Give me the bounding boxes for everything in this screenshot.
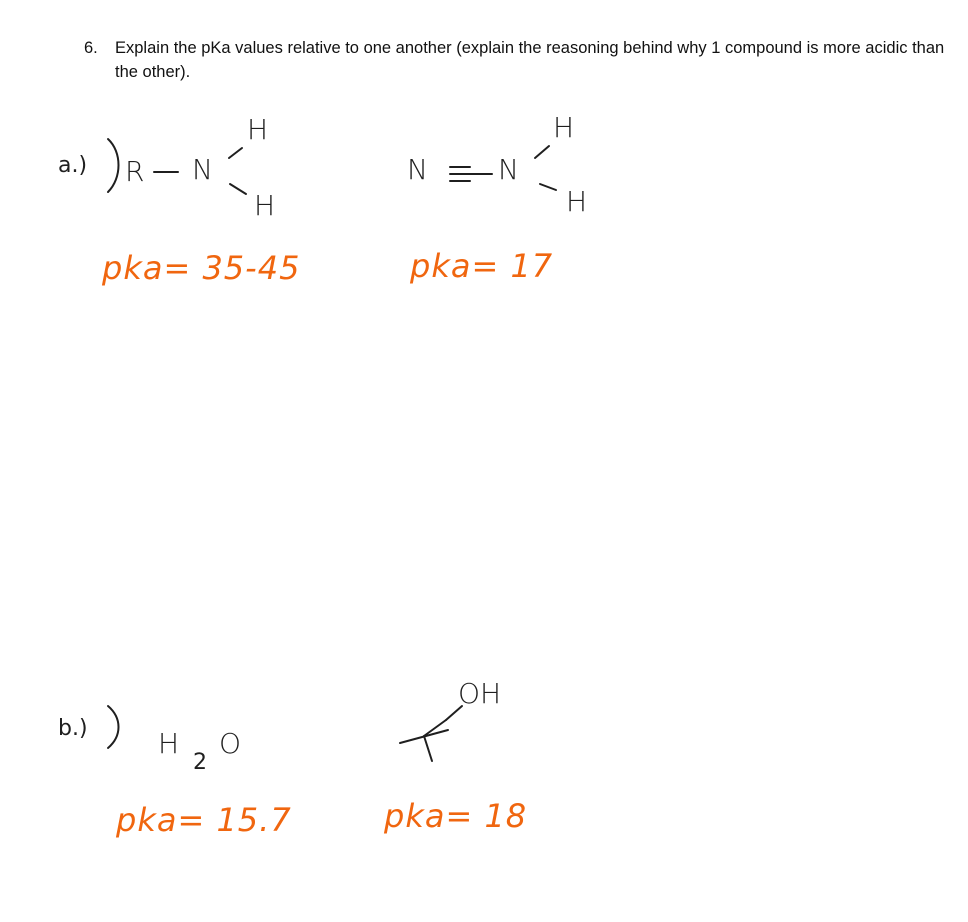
compound-a2-h-bottom: H	[566, 185, 588, 218]
question-number: 6.	[84, 39, 98, 57]
part-b-label: b.)	[58, 716, 88, 741]
compound-b1-subscript: 2	[193, 750, 207, 775]
compound-a1-r: R	[125, 155, 145, 188]
n-h-bottom-bond	[230, 184, 246, 194]
n-h-top-bond	[229, 148, 242, 158]
part-b-paren	[108, 706, 119, 748]
compound-a1-h-top: H	[247, 113, 269, 146]
compound-a2-n-left: N	[407, 153, 428, 186]
question-text: Explain the pKa values relative to one another (explain the reasoning behind why 1 compound is more acidic than the other).	[115, 39, 945, 81]
n-h-top-bond-2	[535, 146, 549, 158]
compound-b2-pka: pka= 18	[384, 797, 528, 835]
compound-a2-h-top: H	[553, 111, 575, 144]
compound-b1-o: O	[219, 727, 242, 760]
compound-b1-pka: pka= 15.7	[116, 801, 292, 839]
n-h-bottom-bond-2	[540, 184, 556, 190]
part-a-paren	[108, 139, 119, 192]
compound-a1-h-bottom: H	[254, 189, 276, 222]
compound-a2-pka: pka= 17	[410, 247, 554, 285]
compound-a1-n: N	[192, 153, 213, 186]
compound-b2-oh: OH	[458, 677, 502, 710]
compound-a1-pka: pka= 35-45	[102, 249, 301, 287]
part-a-label: a.)	[58, 153, 88, 178]
tbu-down-bond	[424, 736, 432, 761]
compound-a2-n: N	[498, 153, 519, 186]
compound-b1-h: H	[158, 727, 180, 760]
